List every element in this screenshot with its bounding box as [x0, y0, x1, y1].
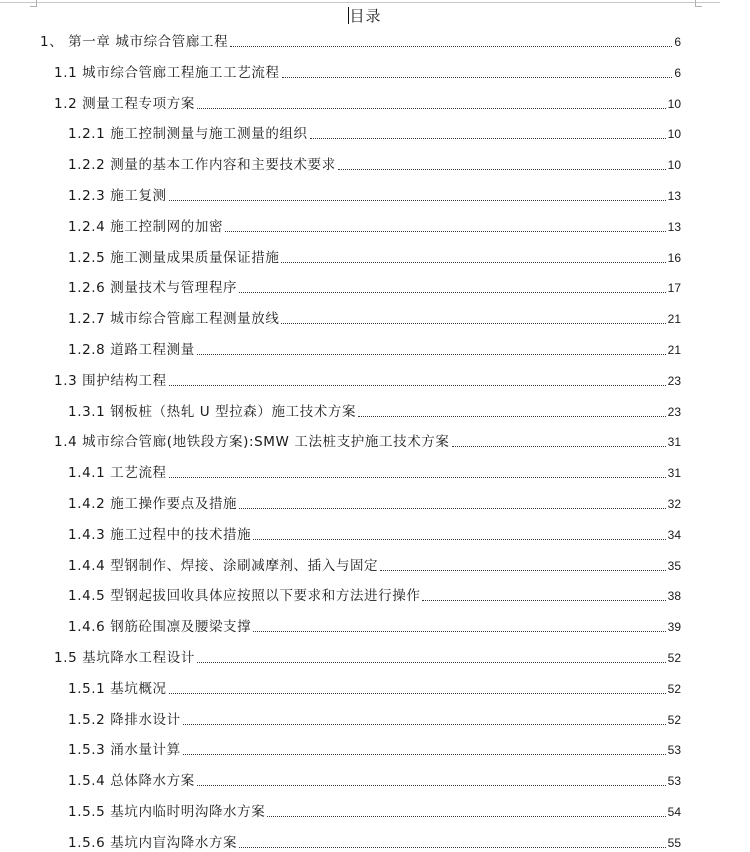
toc-entry[interactable] — [68, 401, 681, 421]
dot-leader — [358, 416, 666, 417]
toc-entry-page-number: 17 — [667, 281, 681, 296]
toc-entry-title: 1.4.3 施工过程中的技术措施 — [68, 526, 252, 543]
toc-entry[interactable] — [68, 524, 681, 544]
toc-entry-page-number: 21 — [667, 343, 681, 357]
toc-entry-title: 1.2.8 道路工程测量 — [68, 342, 195, 358]
toc-entry-title: 1.5.3 涌水量计算 — [68, 742, 181, 759]
toc-entry[interactable] — [68, 555, 681, 575]
toc-entry[interactable] — [68, 216, 681, 236]
dot-leader — [310, 138, 666, 139]
toc-entry-title: 1.3.1 钢板桩（热轧 U 型拉森）施工技术方案 — [68, 403, 357, 420]
dot-leader — [422, 600, 665, 601]
dot-leader — [281, 323, 665, 324]
toc-entry[interactable] — [54, 370, 681, 390]
toc-entry[interactable] — [68, 585, 681, 605]
toc-entry[interactable] — [68, 616, 681, 636]
dot-leader — [239, 292, 665, 293]
toc-entry[interactable] — [68, 770, 681, 790]
toc-entry[interactable] — [68, 339, 681, 359]
toc-entry[interactable] — [40, 31, 681, 51]
toc-entry-title: 1.2.1 施工控制测量与施工测量的组织 — [68, 126, 308, 143]
toc-heading-text: 目录 — [349, 7, 382, 25]
toc-entry[interactable] — [68, 739, 681, 759]
toc-entry[interactable] — [68, 801, 681, 821]
toc-entry-page-number: 23 — [667, 373, 681, 388]
toc-entry-page-number: 39 — [667, 620, 681, 635]
dot-leader — [230, 46, 672, 47]
toc-entry-title: 1、 第一章 城市综合管廊工程 — [40, 34, 229, 50]
toc-entry[interactable] — [68, 247, 681, 267]
toc-entry[interactable] — [54, 93, 681, 113]
dot-leader — [338, 169, 666, 170]
toc-entry-title: 1.2.4 施工控制网的加密 — [68, 218, 224, 235]
toc-entry-page-number: 55 — [667, 835, 681, 850]
dot-leader — [197, 785, 666, 786]
toc-entry-page-number: 31 — [667, 435, 681, 450]
dot-leader — [197, 108, 666, 109]
toc-entry-page-number: 32 — [667, 497, 681, 511]
toc-entry[interactable] — [68, 308, 681, 328]
toc-entry-title: 1.4 城市综合管廊(地铁段方案):SMW 工法桩支护施工技术方案 — [54, 434, 450, 451]
dot-leader — [267, 816, 665, 817]
dot-leader — [197, 662, 666, 663]
dot-leader — [282, 77, 673, 78]
dot-leader — [183, 754, 666, 755]
toc-entry-title: 1.4.5 型钢起拔回收具体应按照以下要求和方法进行操作 — [68, 588, 421, 605]
toc-entry[interactable] — [54, 62, 681, 82]
toc-entry-title: 1.5.5 基坑内临时明沟降水方案 — [68, 804, 266, 820]
toc-entry[interactable] — [68, 185, 681, 205]
toc-entry[interactable] — [68, 832, 681, 852]
toc-entry[interactable] — [68, 123, 681, 143]
toc-entry-title: 1.2 测量工程专项方案 — [54, 95, 195, 112]
toc-entry[interactable] — [54, 431, 681, 451]
toc-entry-title: 1.4.1 工艺流程 — [68, 465, 167, 482]
toc-entry-page-number: 52 — [667, 681, 681, 696]
toc-entry-page-number: 10 — [667, 158, 681, 173]
toc-entry-title: 1.5 基坑降水工程设计 — [54, 650, 195, 666]
dot-leader — [183, 724, 666, 725]
toc-entry-page-number: 16 — [667, 250, 681, 265]
toc-entry[interactable] — [68, 277, 681, 297]
toc-entry-page-number: 54 — [667, 805, 681, 819]
toc-entry-title: 1.2.7 城市综合管廊工程测量放线 — [68, 311, 280, 328]
toc-entry-page-number: 13 — [667, 189, 681, 203]
toc-entry-page-number: 53 — [667, 743, 681, 758]
toc-entry-page-number: 10 — [667, 96, 681, 111]
dot-leader — [169, 385, 666, 386]
dot-leader — [225, 231, 666, 232]
toc-entry-page-number: 52 — [667, 712, 681, 727]
toc-entry-page-number: 31 — [667, 466, 681, 481]
toc-entry-title: 1.5.2 降排水设计 — [68, 711, 181, 728]
toc-entry-title: 1.5.6 基坑内盲沟降水方案 — [68, 834, 238, 851]
toc-entry[interactable] — [68, 462, 681, 482]
dot-leader — [169, 693, 666, 694]
dot-leader — [169, 200, 666, 201]
dot-leader — [452, 446, 666, 447]
dot-leader — [197, 354, 666, 355]
toc-entry-title: 1.2.6 测量技术与管理程序 — [68, 280, 238, 297]
toc-entry-page-number: 21 — [667, 312, 681, 327]
dot-leader — [239, 508, 665, 509]
toc-entry-title: 1.5.4 总体降水方案 — [68, 773, 195, 790]
toc-entry-page-number: 13 — [667, 219, 681, 234]
toc-entry-title: 1.2.3 施工复测 — [68, 188, 167, 204]
toc-entry-page-number: 52 — [667, 651, 681, 665]
toc-entry[interactable] — [68, 678, 681, 698]
toc-entry[interactable] — [68, 709, 681, 729]
toc-entry[interactable] — [54, 647, 681, 667]
dot-leader — [281, 262, 665, 263]
toc-entry-title: 1.3 围护结构工程 — [54, 372, 167, 389]
toc-entry[interactable] — [68, 493, 681, 513]
toc-entry-page-number: 6 — [674, 65, 681, 80]
toc-entry[interactable] — [68, 154, 681, 174]
dot-leader — [380, 570, 666, 571]
dot-leader — [253, 539, 665, 540]
toc-entry-page-number: 35 — [667, 558, 681, 573]
toc-entry-title: 1.2.2 测量的基本工作内容和主要技术要求 — [68, 157, 336, 174]
toc-entry-title: 1.4.4 型钢制作、焊接、涂刷减摩剂、插入与固定 — [68, 557, 379, 574]
toc-entry-page-number: 23 — [667, 404, 681, 419]
toc-entry-title: 1.1 城市综合管廊工程施工工艺流程 — [54, 64, 280, 81]
toc-entry-title: 1.5.1 基坑概况 — [68, 680, 167, 697]
toc-entry-page-number: 10 — [667, 127, 681, 142]
toc-entry-title: 1.4.6 钢筋砼围凛及腰梁支撑 — [68, 619, 252, 636]
toc-entry-title: 1.2.5 施工测量成果质量保证措施 — [68, 249, 280, 266]
toc-entry-page-number: 38 — [667, 589, 681, 604]
toc-entry-page-number: 6 — [674, 35, 681, 49]
dot-leader — [169, 477, 666, 478]
toc-entry-title: 1.4.2 施工操作要点及措施 — [68, 496, 238, 512]
toc-entry-page-number: 53 — [667, 774, 681, 789]
toc-entry-page-number: 34 — [667, 527, 681, 542]
dot-leader — [253, 631, 665, 632]
